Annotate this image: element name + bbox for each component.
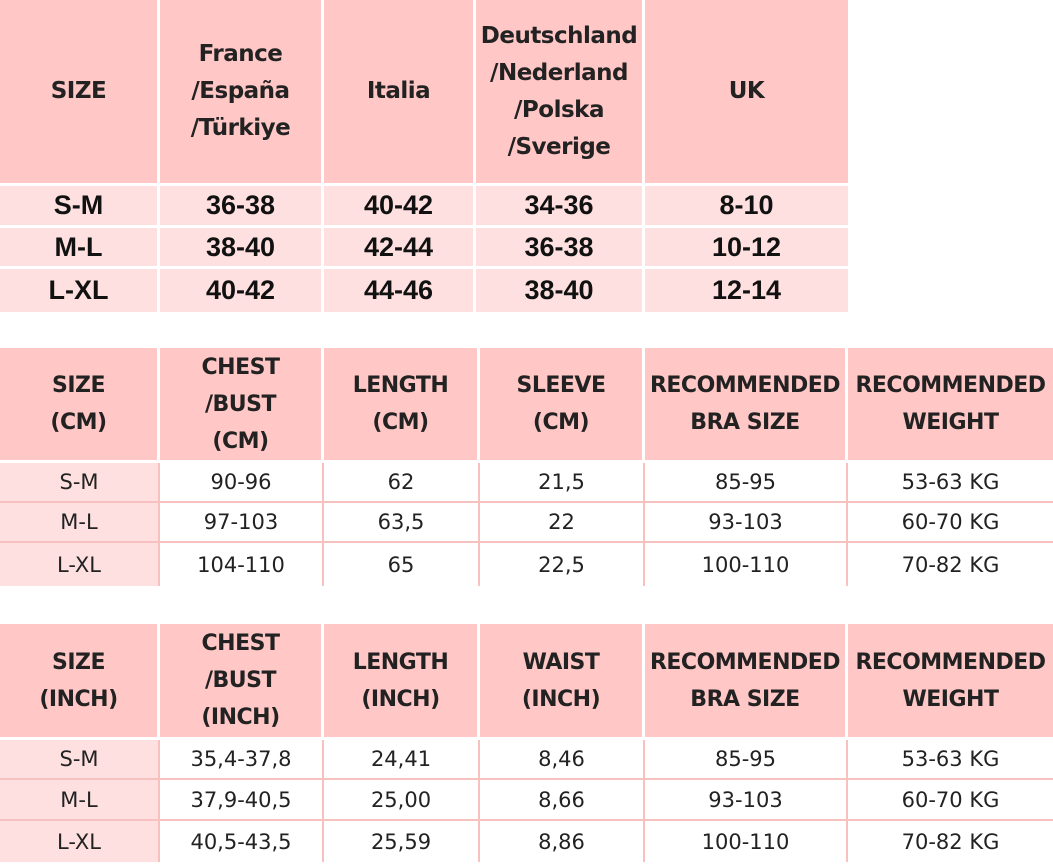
table-cell: 12-14 (645, 269, 848, 312)
size-cell: S-M (0, 186, 160, 228)
header-cell: France /España /Türkiye (160, 0, 324, 186)
header-cell: CHEST /BUST (INCH) (160, 624, 324, 740)
header-cell: SIZE (0, 0, 160, 186)
table-cell: 8,66 (480, 780, 645, 821)
table-cell: 60-70 KG (848, 780, 1053, 821)
size-cell: S-M (0, 463, 160, 503)
table-cell: 22,5 (480, 543, 645, 586)
table-row (0, 780, 1053, 821)
table-cell: 40-42 (160, 269, 324, 312)
header-cell: LENGTH (CM) (324, 348, 480, 463)
table-row (0, 269, 848, 312)
table-cell: 8-10 (645, 186, 848, 228)
table-header-row (0, 0, 848, 186)
table-cell: 100-110 (645, 543, 848, 586)
header-cell: UK (645, 0, 848, 186)
table-cell: 85-95 (645, 463, 848, 503)
size-cell: M-L (0, 503, 160, 543)
table-cell: 36-38 (160, 186, 324, 228)
size-cell: M-L (0, 780, 160, 821)
header-cell: SLEEVE (CM) (480, 348, 645, 463)
table-cell: 25,59 (324, 821, 480, 862)
table-cell: 35,4-37,8 (160, 740, 324, 780)
size-conversion-table (0, 0, 848, 312)
table-cell: 38-40 (476, 269, 645, 312)
table-cell: 10-12 (645, 228, 848, 269)
table-cell: 38-40 (160, 228, 324, 269)
header-cell: Deutschland /Nederland /Polska /Sverige (476, 0, 645, 186)
table-cell: 25,00 (324, 780, 480, 821)
table-cell: 24,41 (324, 740, 480, 780)
table-cell: 62 (324, 463, 480, 503)
table-cell: 85-95 (645, 740, 848, 780)
table-cell: 44-46 (324, 269, 476, 312)
table-cell: 34-36 (476, 186, 645, 228)
table-cell: 36-38 (476, 228, 645, 269)
size-cell: L-XL (0, 269, 160, 312)
table-cell: 100-110 (645, 821, 848, 862)
table-cell: 93-103 (645, 503, 848, 543)
header-cell: WAIST (INCH) (480, 624, 645, 740)
size-cell: S-M (0, 740, 160, 780)
size-cell: L-XL (0, 543, 160, 586)
table-cell: 37,9-40,5 (160, 780, 324, 821)
table-row (0, 186, 848, 228)
table-row (0, 463, 1053, 503)
table-cell: 21,5 (480, 463, 645, 503)
table-cell: 63,5 (324, 503, 480, 543)
header-cell: RECOMMENDED BRA SIZE (645, 348, 848, 463)
table-cell: 8,86 (480, 821, 645, 862)
table-cell: 40,5-43,5 (160, 821, 324, 862)
table-cell: 60-70 KG (848, 503, 1053, 543)
table-cell: 53-63 KG (848, 463, 1053, 503)
table-cell: 93-103 (645, 780, 848, 821)
table-cell: 65 (324, 543, 480, 586)
header-cell: RECOMMENDED WEIGHT (848, 348, 1053, 463)
table-cell: 104-110 (160, 543, 324, 586)
table-cell: 97-103 (160, 503, 324, 543)
header-cell: Italia (324, 0, 476, 186)
table-cell: 40-42 (324, 186, 476, 228)
table-row (0, 228, 848, 269)
table-cell: 70-82 KG (848, 543, 1053, 586)
header-cell: SIZE (INCH) (0, 624, 160, 740)
table-header-row (0, 624, 1053, 740)
table-cell: 90-96 (160, 463, 324, 503)
header-cell: SIZE (CM) (0, 348, 160, 463)
table-row (0, 821, 1053, 862)
table-cell: 70-82 KG (848, 821, 1053, 862)
size-cell: L-XL (0, 821, 160, 862)
table-row (0, 543, 1053, 586)
header-cell: RECOMMENDED BRA SIZE (645, 624, 848, 740)
header-cell: CHEST /BUST (CM) (160, 348, 324, 463)
table-cell: 22 (480, 503, 645, 543)
table-row (0, 740, 1053, 780)
table-cell: 53-63 KG (848, 740, 1053, 780)
size-cm-table (0, 348, 1053, 586)
header-cell: LENGTH (INCH) (324, 624, 480, 740)
table-cell: 42-44 (324, 228, 476, 269)
size-inch-table (0, 624, 1053, 862)
table-row (0, 503, 1053, 543)
table-cell: 8,46 (480, 740, 645, 780)
table-header-row (0, 348, 1053, 463)
size-cell: M-L (0, 228, 160, 269)
header-cell: RECOMMENDED WEIGHT (848, 624, 1053, 740)
